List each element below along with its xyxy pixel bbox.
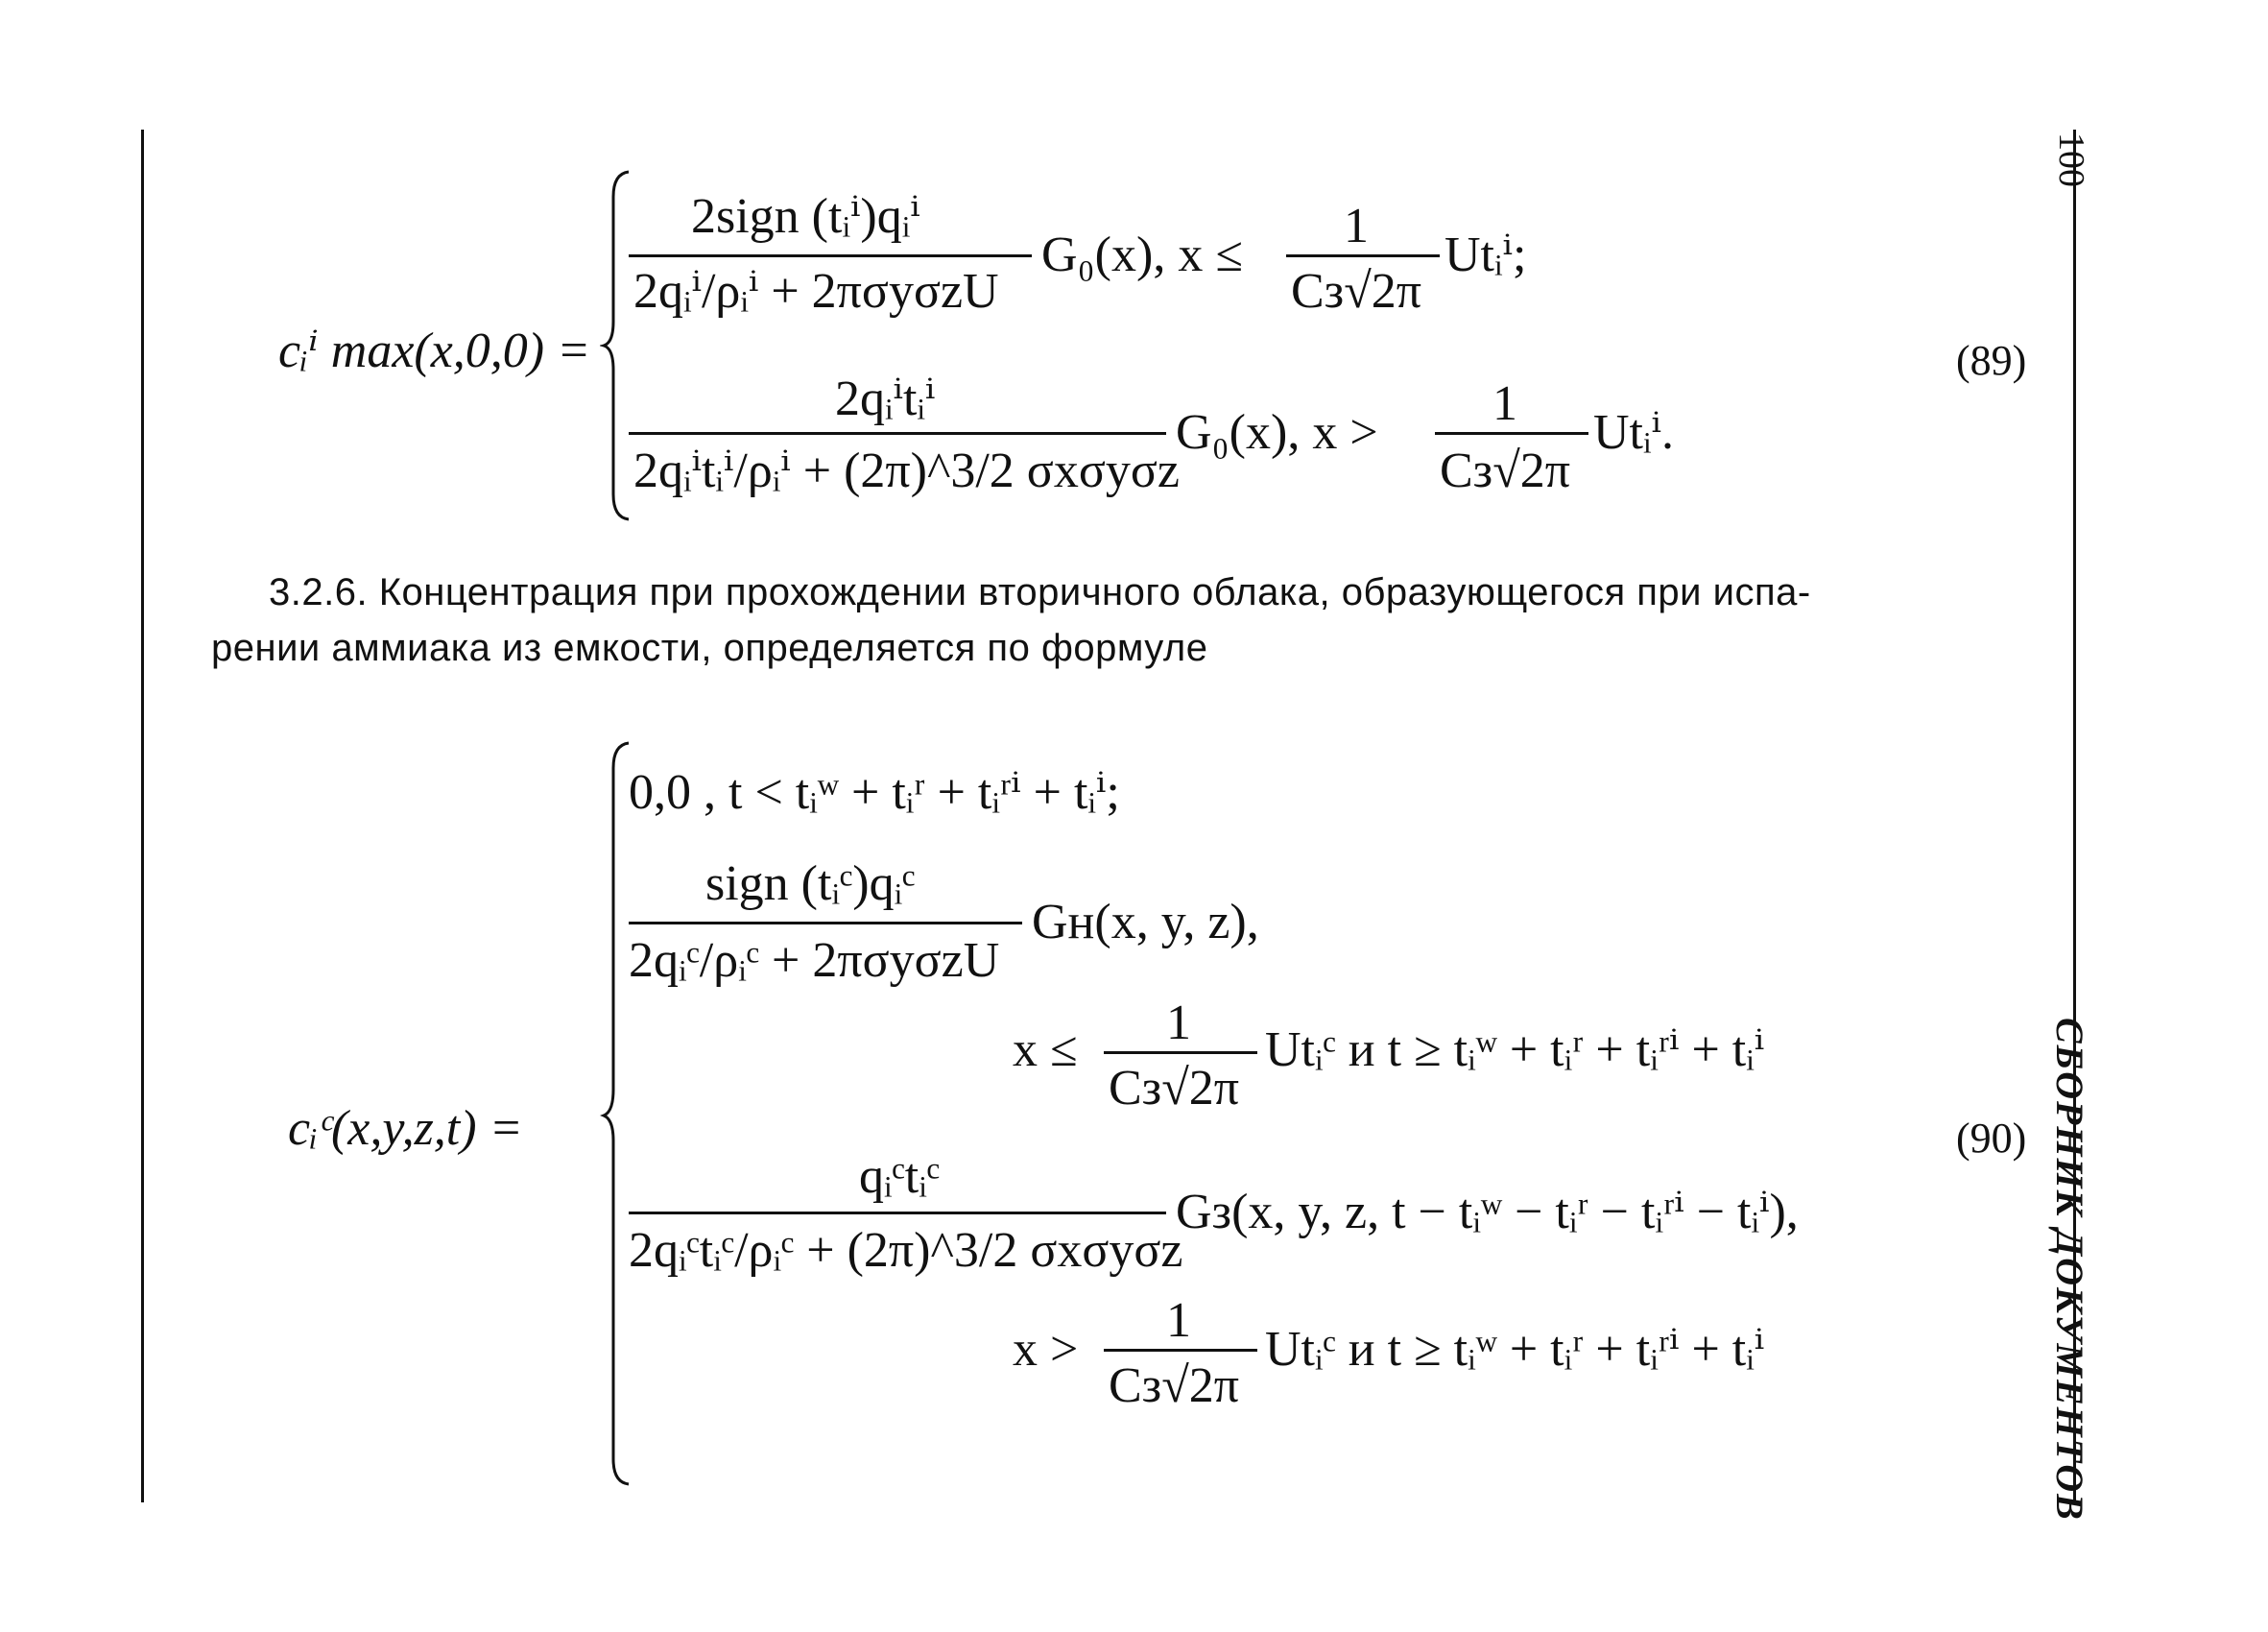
eq89-number: (89) — [1956, 337, 2027, 384]
eq90-case3-numerator: qᵢᶜtᵢᶜ — [859, 1149, 941, 1204]
eq90-case2-cond-den: Cз√2π — [1109, 1061, 1240, 1116]
eq90-case2-after: Gн(x, y, z), — [1032, 895, 1259, 949]
eq90-case2-cond-bar — [1104, 1051, 1257, 1054]
eq89-case2-fraction-bar — [629, 432, 1166, 435]
eq89-case1-cond-bar — [1286, 254, 1440, 257]
left-margin-rule — [141, 130, 144, 1502]
eq90-number: (90) — [1956, 1115, 2027, 1162]
paragraph-line-2: рении аммиака из емкости, определяется по формуле — [211, 627, 1208, 669]
eq90-case2-cond-tail: Utᵢᶜ и t ≥ tᵢʷ + tᵢʳ + tᵢʳⁱ + tᵢⁱ — [1265, 1022, 1765, 1077]
eq89-case2-denominator: 2qᵢⁱtᵢⁱ/ρᵢⁱ + (2π)^3/2 σxσyσz — [633, 444, 1180, 498]
eq89-case2-cond-tail: Utᵢⁱ. — [1593, 405, 1674, 460]
eq90-case3-cond-den: Cз√2π — [1109, 1358, 1240, 1413]
eq90-case1: 0,0 , t < tᵢʷ + tᵢʳ + tᵢʳⁱ + tᵢⁱ; — [629, 765, 1120, 820]
eq89-case2-after: G₀(x), x > — [1176, 405, 1378, 460]
eq90-brace — [600, 739, 638, 1488]
eq90-case2-fraction-bar — [629, 922, 1022, 924]
eq89-lhs: cᵢⁱ max(x,0,0) = — [278, 324, 591, 378]
eq90-lhs: cᵢᶜ(x,y,z,t) = — [288, 1101, 523, 1156]
eq90-case3-after: Gз(x, y, z, t − tᵢʷ − tᵢʳ − tᵢʳⁱ − tᵢⁱ), — [1176, 1185, 1799, 1239]
eq90-case2-cond-num: 1 — [1166, 996, 1191, 1050]
paragraph-line-1: 3.2.6. Концентрация при прохождении вторичного облака, образующегося при испа- — [269, 571, 1811, 613]
eq90-case3-cond-bar — [1104, 1349, 1257, 1352]
paragraph-3-2-6 — [211, 564, 2016, 676]
eq90-case3-cond-tail: Utᵢᶜ и t ≥ tᵢʷ + tᵢʳ + tᵢʳⁱ + tᵢⁱ — [1265, 1322, 1765, 1377]
eq89-case1-fraction-bar — [629, 254, 1032, 257]
eq89-case1-denominator: 2qᵢⁱ/ρᵢⁱ + 2πσyσzU — [633, 264, 999, 319]
eq89-case1-cond-den: Cз√2π — [1291, 264, 1422, 319]
eq89-case2-cond-num: 1 — [1492, 376, 1517, 431]
eq89-case1-after: G₀(x), x ≤ — [1041, 228, 1243, 282]
eq90-case2-cond-lead: x ≤ — [1013, 1022, 1078, 1077]
eq89-brace — [600, 168, 638, 523]
eq89-case2-cond-den: Cз√2π — [1440, 444, 1571, 498]
eq89-case2-numerator: 2qᵢⁱtᵢⁱ — [835, 372, 936, 426]
eq90-case3-fraction-bar — [629, 1212, 1166, 1214]
eq89-case1-cond-tail: Utᵢⁱ; — [1444, 228, 1527, 282]
eq90-case3-cond-num: 1 — [1166, 1293, 1191, 1348]
eq90-case2-denominator: 2qᵢᶜ/ρᵢᶜ + 2πσyσzU — [629, 933, 1000, 988]
eq89-case1-cond-num: 1 — [1344, 199, 1369, 253]
eq90-case3-denominator: 2qᵢᶜtᵢᶜ/ρᵢᶜ + (2π)^3/2 σxσyσz — [629, 1223, 1183, 1278]
eq89-case2-cond-bar — [1435, 432, 1588, 435]
page-number: 100 — [2051, 132, 2091, 187]
running-title: СБОРНИК ДОКУМЕНТОВ — [2048, 1018, 2091, 1522]
eq90-case3-cond-lead: x > — [1013, 1322, 1079, 1377]
eq90-case2-numerator: sign (tᵢᶜ)qᵢᶜ — [705, 856, 916, 911]
eq89-case1-numerator: 2sign (tᵢⁱ)qᵢⁱ — [691, 189, 920, 244]
